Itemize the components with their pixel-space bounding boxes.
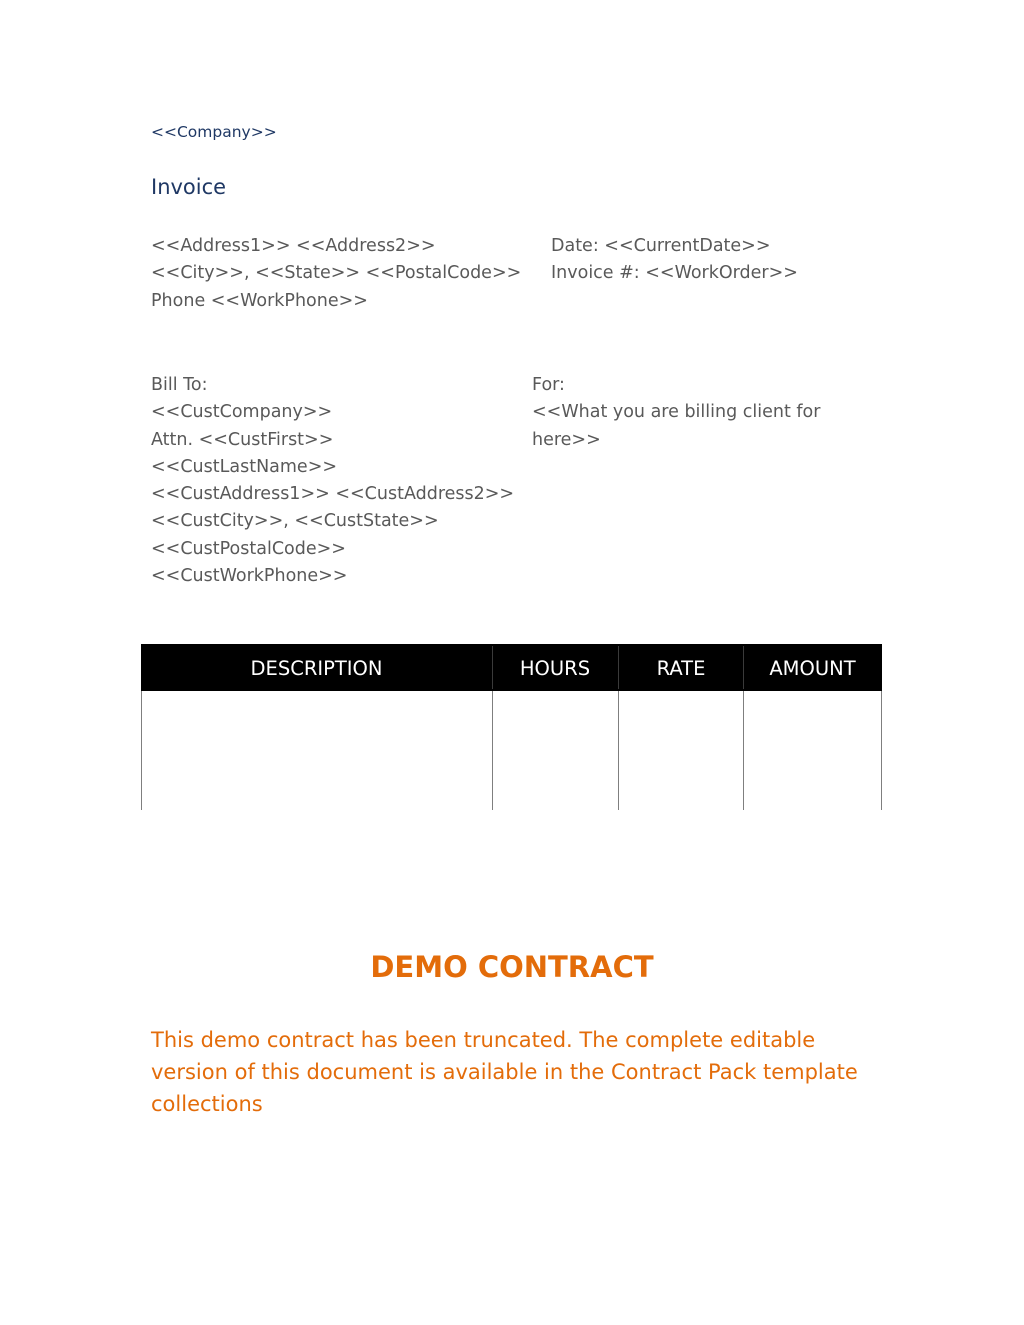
for-line: <<What you are billing client for — [532, 402, 821, 423]
invoice-meta-block — [551, 233, 798, 288]
sender-address-block — [151, 233, 521, 315]
column-divider — [618, 691, 619, 810]
bill-to-block — [151, 372, 514, 590]
bill-to-line: <<CustCity>>, <<CustState>> — [151, 511, 439, 532]
bill-to-label: Bill To: — [151, 375, 208, 395]
invoice-date-line: Date: <<CurrentDate>> — [551, 236, 771, 256]
bill-to-line: Attn. <<CustFirst>> — [151, 429, 334, 450]
bill-to-line: <<CustWorkPhone>> — [151, 566, 348, 587]
invoice-number-line: Invoice #: <<WorkOrder>> — [551, 263, 798, 284]
company-placeholder: <<Company>> — [151, 123, 277, 141]
table-right-border — [881, 691, 882, 810]
table-left-border — [141, 691, 142, 810]
demo-contract-notice: This demo contract has been truncated. The complete editable version of this document is available in the Contract Pack template collections — [151, 1028, 858, 1116]
document-title: Invoice — [151, 175, 227, 199]
column-header-amount: AMOUNT — [769, 657, 856, 680]
sender-city-line: <<City>>, <<State>> <<PostalCode>> — [151, 263, 522, 284]
column-header-hours: HOURS — [519, 657, 591, 680]
column-header-description: DESCRIPTION — [250, 657, 383, 680]
column-divider — [492, 691, 493, 810]
table-header-row — [141, 644, 882, 691]
for-label: For: — [532, 375, 565, 395]
sender-phone-line: Phone <<WorkPhone>> — [151, 290, 368, 311]
column-header-rate: RATE — [656, 657, 706, 680]
column-divider — [743, 691, 744, 810]
for-block — [532, 372, 820, 454]
demo-contract-title: DEMO CONTRACT — [370, 950, 654, 984]
for-line: here>> — [532, 429, 601, 450]
bill-to-line: <<CustPostalCode>> — [151, 538, 346, 559]
invoice-line-items-table — [141, 644, 882, 810]
sender-address-line: <<Address1>> <<Address2>> — [151, 236, 436, 256]
bill-to-line: <<CustLastName>> — [151, 456, 338, 477]
bill-to-line: <<CustAddress1>> <<CustAddress2>> — [151, 484, 515, 505]
bill-to-line: <<CustCompany>> — [151, 402, 333, 423]
